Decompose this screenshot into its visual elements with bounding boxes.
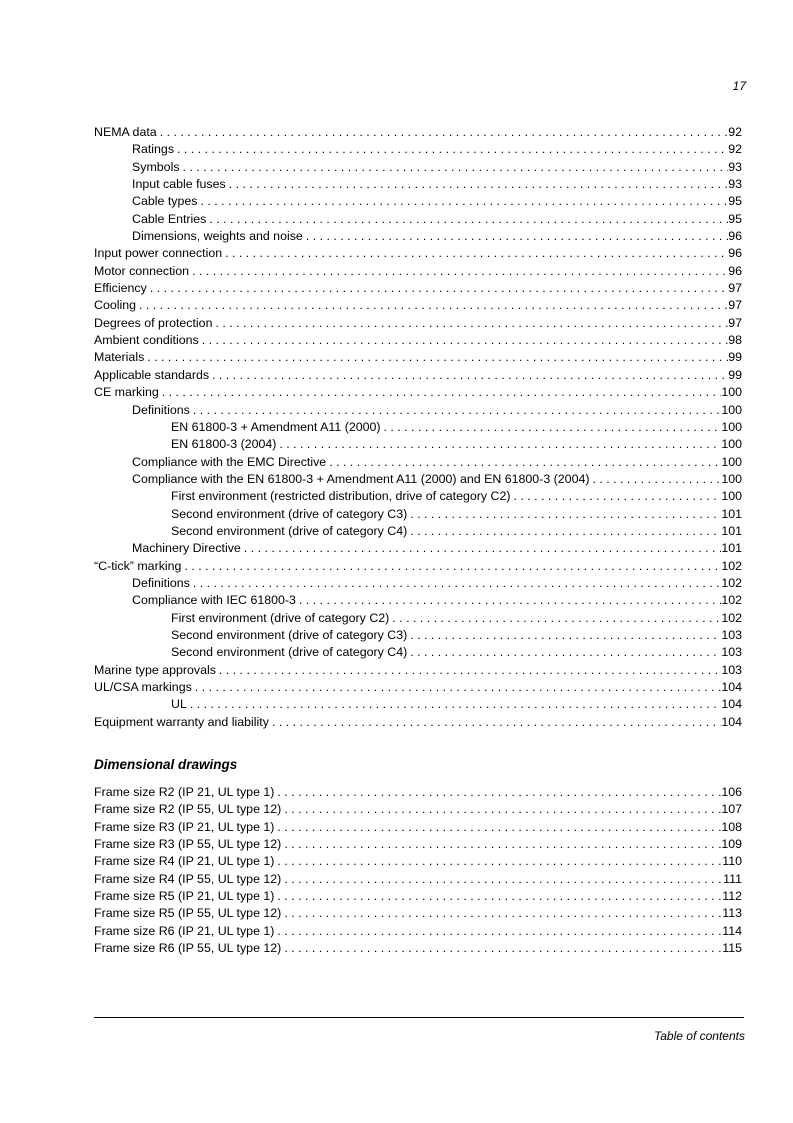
dot-leader [281, 905, 722, 922]
dot-leader [216, 662, 721, 679]
dot-leader [206, 211, 728, 228]
toc-entry-title: Definitions [132, 575, 190, 590]
toc-entry-title: Ambient conditions [94, 333, 199, 348]
toc-entry-title: Frame size R2 (IP 55, UL type 12) [94, 802, 282, 817]
dot-leader [281, 871, 723, 888]
dot-leader [159, 384, 722, 401]
toc-entry[interactable] [94, 714, 742, 731]
toc-entry[interactable] [94, 644, 742, 661]
dot-leader [407, 523, 721, 540]
dot-leader [296, 592, 721, 609]
toc-entry-page: 115 [722, 941, 742, 956]
toc-entry[interactable] [94, 506, 742, 523]
dot-leader [174, 141, 728, 158]
toc-entry[interactable] [94, 124, 742, 141]
toc-entry[interactable] [94, 332, 742, 349]
toc-entry-title: Frame size R5 (IP 55, UL type 12) [94, 906, 282, 921]
toc-entry-page: 93 [728, 159, 742, 174]
toc-entry-title: Second environment (drive of category C4) [171, 645, 408, 660]
toc-entry-page: 92 [728, 142, 742, 157]
toc-entry[interactable] [94, 819, 742, 836]
toc-entry-title: Equipment warranty and liability [94, 714, 269, 729]
toc-entry-title: Materials [94, 350, 145, 365]
toc-entry-page: 102 [721, 575, 742, 590]
toc-entry-page: 100 [721, 471, 742, 486]
toc-entry-page: 97 [728, 315, 742, 330]
dot-leader [180, 159, 729, 176]
toc-entry-page: 104 [721, 680, 742, 694]
toc-entry-page: 111 [723, 871, 742, 886]
toc-entry-title: UL [171, 697, 187, 712]
toc-entry-page: 110 [722, 854, 742, 869]
toc-entry[interactable] [94, 801, 742, 818]
toc-entry-page: 93 [728, 177, 742, 192]
toc-entry[interactable] [94, 836, 742, 853]
toc-entry[interactable] [94, 558, 742, 575]
toc-entry[interactable] [94, 211, 742, 228]
toc-entry[interactable] [94, 888, 742, 905]
toc-entry-title: Definitions [132, 402, 190, 417]
toc-entry-title: “C-tick” marking [94, 558, 182, 573]
toc-entry-title: Frame size R4 (IP 21, UL type 1) [94, 854, 275, 869]
dot-leader [209, 367, 728, 384]
toc-entry[interactable] [94, 384, 742, 401]
toc-entry-page: 102 [721, 610, 742, 625]
toc-entry-page: 103 [721, 627, 742, 642]
dot-leader [226, 176, 729, 193]
toc-entry-page: 96 [728, 229, 742, 244]
dot-leader [511, 488, 722, 505]
toc-entry-title: Cable Entries [132, 211, 207, 226]
toc-entry-title: Second environment (drive of category C3) [171, 506, 408, 521]
toc-entry[interactable] [94, 159, 742, 176]
toc-entry-page: 102 [721, 593, 742, 608]
toc-entry-page: 100 [721, 419, 742, 434]
toc-entry[interactable] [94, 523, 742, 540]
dot-leader [326, 454, 721, 471]
dot-leader [407, 627, 721, 644]
footer-divider [94, 1017, 744, 1018]
toc-entry-page: 99 [728, 367, 742, 382]
toc-entry[interactable] [94, 263, 742, 280]
toc-entry-title: Frame size R6 (IP 21, UL type 1) [94, 923, 275, 938]
toc-entry-page: 100 [721, 402, 742, 417]
toc-entry-title: Compliance with the EMC Directive [132, 454, 327, 469]
dot-leader [199, 332, 729, 349]
toc-entry[interactable] [94, 193, 742, 210]
toc-entry-title: Second environment (drive of category C4) [171, 523, 408, 538]
toc-entry-page: 108 [721, 819, 742, 834]
dot-leader [381, 419, 722, 436]
toc-entry-title: Frame size R4 (IP 55, UL type 12) [94, 871, 282, 886]
dot-leader [189, 263, 728, 280]
toc-entry[interactable] [94, 662, 742, 679]
toc-entry[interactable] [94, 297, 742, 314]
toc-entry-page: 101 [721, 523, 742, 538]
toc-entry-page: 92 [728, 125, 742, 139]
toc-entry-title: Cable types [132, 194, 198, 209]
toc-entry-page: 97 [728, 281, 742, 296]
dot-leader [589, 471, 721, 488]
toc-entry-title: Compliance with IEC 61800-3 [132, 593, 296, 608]
dot-leader [187, 696, 721, 713]
toc-entry-title: Frame size R2 (IP 21, UL type 1) [94, 785, 275, 799]
toc-entry-title: Frame size R3 (IP 55, UL type 12) [94, 837, 282, 852]
dot-leader [303, 228, 728, 245]
toc-entry-title: EN 61800-3 + Amendment A11 (2000) [171, 419, 381, 434]
toc-entry-title: UL/CSA markings [94, 680, 192, 694]
dot-leader [274, 853, 722, 870]
toc-entry-title: Degrees of protection [94, 315, 213, 330]
toc-entry[interactable] [94, 592, 742, 609]
toc-entry-page: 96 [728, 246, 742, 261]
toc-entry-title: Input power connection [94, 246, 223, 261]
toc-entry-title: CE marking [94, 385, 159, 400]
dot-leader [190, 402, 721, 419]
toc-entry-page: 102 [721, 558, 742, 573]
dot-leader [281, 836, 721, 853]
toc-entry-title: Cooling [94, 298, 137, 313]
toc-entry-page: 96 [728, 263, 742, 278]
toc-entry-page: 106 [721, 785, 742, 799]
toc-entry[interactable] [94, 280, 742, 297]
dot-leader [190, 575, 721, 592]
toc-entry-title: Machinery Directive [132, 541, 241, 556]
dot-leader [136, 297, 728, 314]
dot-leader [274, 923, 722, 940]
toc-entry-title: Frame size R3 (IP 21, UL type 1) [94, 819, 275, 834]
toc-entry-page: 98 [728, 333, 742, 348]
toc-entry-title: Frame size R6 (IP 55, UL type 12) [94, 941, 282, 956]
toc-entry[interactable] [94, 245, 742, 262]
toc-entry-page: 104 [721, 714, 742, 729]
toc-entry-title: Marine type approvals [94, 662, 216, 677]
dot-leader [407, 644, 721, 661]
toc-entry-page: 107 [721, 802, 742, 817]
toc-entry[interactable] [94, 853, 742, 870]
dot-leader [269, 714, 721, 731]
toc-entry-page: 112 [722, 889, 742, 904]
toc-entry-title: Motor connection [94, 263, 190, 278]
toc-entry-title: Efficiency [94, 281, 147, 296]
toc-entry-page: 109 [721, 837, 742, 852]
toc-entry-page: 113 [722, 906, 742, 921]
toc-entry-page: 100 [721, 437, 742, 452]
toc-entry-title: NEMA data [94, 125, 157, 139]
dot-leader [157, 124, 729, 141]
dot-leader [181, 558, 721, 575]
dot-leader [212, 315, 728, 332]
toc-entry[interactable] [94, 176, 742, 193]
toc-entry[interactable] [94, 402, 742, 419]
toc-entry-page: 101 [721, 541, 742, 556]
toc-entry[interactable] [94, 610, 742, 627]
toc-entry-page: 114 [722, 923, 742, 938]
toc-entry[interactable] [94, 488, 742, 505]
toc-entry[interactable] [94, 228, 742, 245]
toc-entry-page: 100 [721, 454, 742, 469]
toc-entry[interactable] [94, 627, 742, 644]
toc-entry[interactable] [94, 784, 742, 801]
toc-entry[interactable] [94, 940, 742, 957]
dot-leader [274, 888, 722, 905]
toc-entry[interactable] [94, 871, 742, 888]
dot-leader [281, 940, 722, 957]
toc-entry-title: Applicable standards [94, 367, 210, 382]
toc-entry[interactable] [94, 471, 742, 488]
toc-entry-title: Input cable fuses [132, 177, 226, 192]
dot-leader [274, 819, 721, 836]
toc-entry[interactable] [94, 454, 742, 471]
dot-leader [197, 193, 728, 210]
dot-leader [276, 436, 721, 453]
toc-entry-title: Ratings [132, 142, 175, 157]
toc-entry-title: EN 61800-3 (2004) [171, 437, 277, 452]
toc-entry-page: 97 [728, 298, 742, 313]
toc-entry[interactable] [94, 540, 742, 557]
toc-entry[interactable] [94, 575, 742, 592]
toc-entry[interactable] [94, 679, 742, 696]
dot-leader [147, 280, 728, 297]
dot-leader [407, 506, 721, 523]
page-number: 17 [732, 79, 746, 93]
dimensional-drawings-list [94, 784, 742, 957]
table-of-contents [94, 124, 742, 731]
toc-entry[interactable] [94, 419, 742, 436]
toc-entry-title: First environment (restricted distribution, drive of category C2) [171, 489, 511, 504]
toc-entry[interactable] [94, 436, 742, 453]
section-heading-dimensional-drawings: Dimensional drawings [94, 757, 238, 772]
dot-leader [144, 349, 728, 366]
toc-entry-page: 100 [721, 489, 742, 504]
toc-entry[interactable] [94, 367, 742, 384]
toc-entry[interactable] [94, 349, 742, 366]
toc-entry[interactable] [94, 923, 742, 940]
toc-entry-page: 95 [728, 194, 742, 209]
toc-entry[interactable] [94, 315, 742, 332]
toc-entry-page: 103 [721, 645, 742, 660]
toc-entry-page: 95 [728, 211, 742, 226]
toc-entry-title: Compliance with the EN 61800-3 + Amendment A11 (2000) and EN 61800-3 (2004) [132, 471, 590, 486]
toc-entry-page: 100 [721, 385, 742, 400]
toc-entry-title: Symbols [132, 159, 180, 174]
dot-leader [192, 679, 722, 696]
dot-leader [274, 784, 721, 801]
toc-entry-page: 103 [721, 662, 742, 677]
toc-entry[interactable] [94, 141, 742, 158]
dot-leader [389, 610, 721, 627]
toc-entry-page: 99 [728, 350, 742, 365]
toc-entry-title: First environment (drive of category C2) [171, 610, 390, 625]
toc-entry[interactable] [94, 905, 742, 922]
dot-leader [241, 540, 722, 557]
toc-entry-title: Frame size R5 (IP 21, UL type 1) [94, 889, 275, 904]
footer-title: Table of contents [654, 1029, 745, 1043]
dot-leader [222, 245, 728, 262]
toc-entry-title: Second environment (drive of category C3) [171, 627, 408, 642]
dot-leader [281, 801, 721, 818]
toc-entry-page: 104 [721, 697, 742, 712]
toc-entry-title: Dimensions, weights and noise [132, 229, 303, 244]
toc-entry[interactable] [94, 696, 742, 713]
toc-entry-page: 101 [721, 506, 742, 521]
